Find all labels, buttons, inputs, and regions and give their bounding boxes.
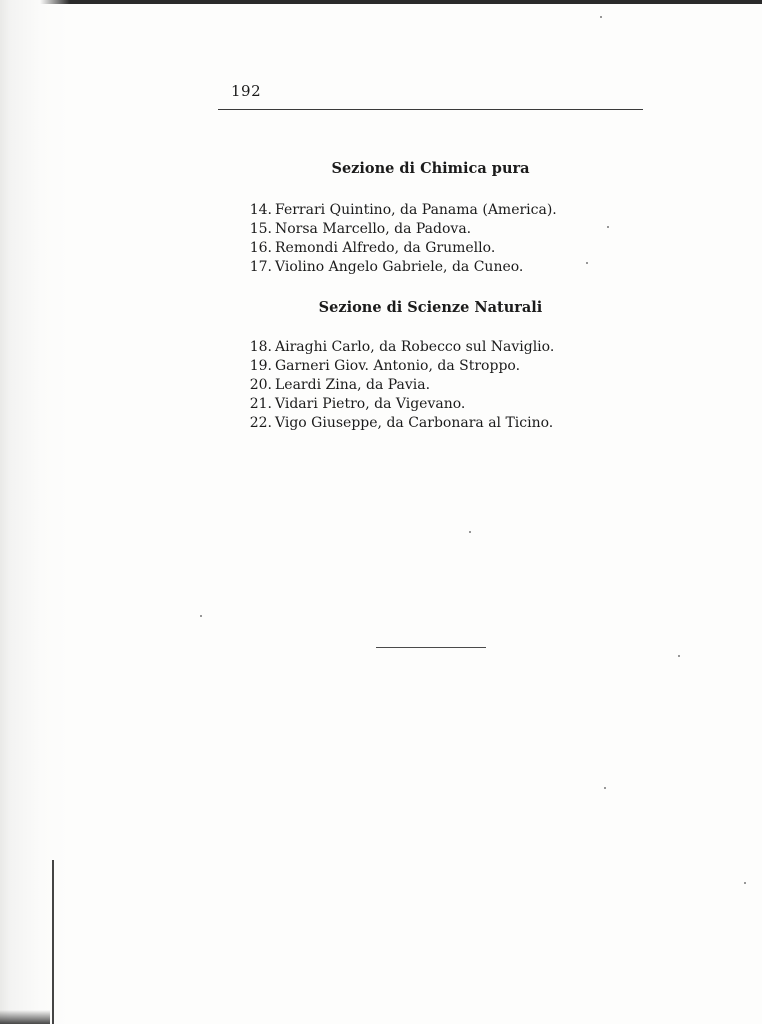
entry-text: Vigo Giuseppe, da Carbonara al Ticino. — [275, 415, 554, 431]
paper-speck — [586, 262, 588, 264]
binding-line — [52, 860, 54, 1024]
list-item — [238, 220, 557, 239]
entry-number: 20. — [249, 377, 272, 393]
entry-text: Violino Angelo Gabriele, da Cuneo. — [275, 259, 524, 275]
entry-number: 18. — [249, 339, 272, 355]
entry-text: Remondi Alfredo, da Grumello. — [275, 240, 496, 256]
paper-speck — [469, 531, 471, 533]
entry-number: 15. — [249, 221, 272, 237]
paper-speck — [607, 226, 609, 228]
list-item — [238, 258, 557, 277]
entry-text: Garneri Giov. Antonio, da Stroppo. — [275, 358, 521, 374]
binding-edge — [0, 0, 70, 1024]
list-item — [238, 376, 554, 395]
entry-number: 16. — [249, 240, 272, 256]
entry-list-chimica-pura — [238, 201, 557, 277]
list-item — [238, 414, 554, 433]
entry-number: 22. — [249, 415, 272, 431]
entry-text: Norsa Marcello, da Padova. — [275, 221, 472, 237]
entry-text: Leardi Zina, da Pavia. — [275, 377, 431, 393]
page-number: 192 — [231, 82, 262, 100]
list-item — [238, 201, 557, 220]
list-item — [238, 338, 554, 357]
header-rule — [218, 109, 643, 110]
entry-number: 14. — [249, 202, 272, 218]
entry-text: Airaghi Carlo, da Robecco sul Naviglio. — [275, 339, 555, 355]
paper-speck — [200, 615, 202, 617]
paper-speck — [604, 787, 606, 789]
entry-number: 19. — [249, 358, 272, 374]
list-item — [238, 239, 557, 258]
section-heading-chimica-pura: Sezione di Chimica pura — [331, 160, 530, 177]
paper-speck — [744, 882, 746, 884]
entry-text: Ferrari Quintino, da Panama (America). — [275, 202, 557, 218]
paper-speck — [678, 655, 680, 657]
paper-speck — [600, 16, 602, 18]
binding-shadow — [0, 1010, 50, 1024]
entry-text: Vidari Pietro, da Vigevano. — [275, 396, 466, 412]
entry-number: 21. — [249, 396, 272, 412]
top-border — [0, 0, 762, 4]
entry-list-scienze-naturali — [238, 338, 554, 433]
section-heading-scienze-naturali: Sezione di Scienze Naturali — [318, 299, 543, 316]
entry-number: 17. — [249, 259, 272, 275]
closing-rule — [376, 647, 486, 648]
list-item — [238, 395, 554, 414]
list-item — [238, 357, 554, 376]
